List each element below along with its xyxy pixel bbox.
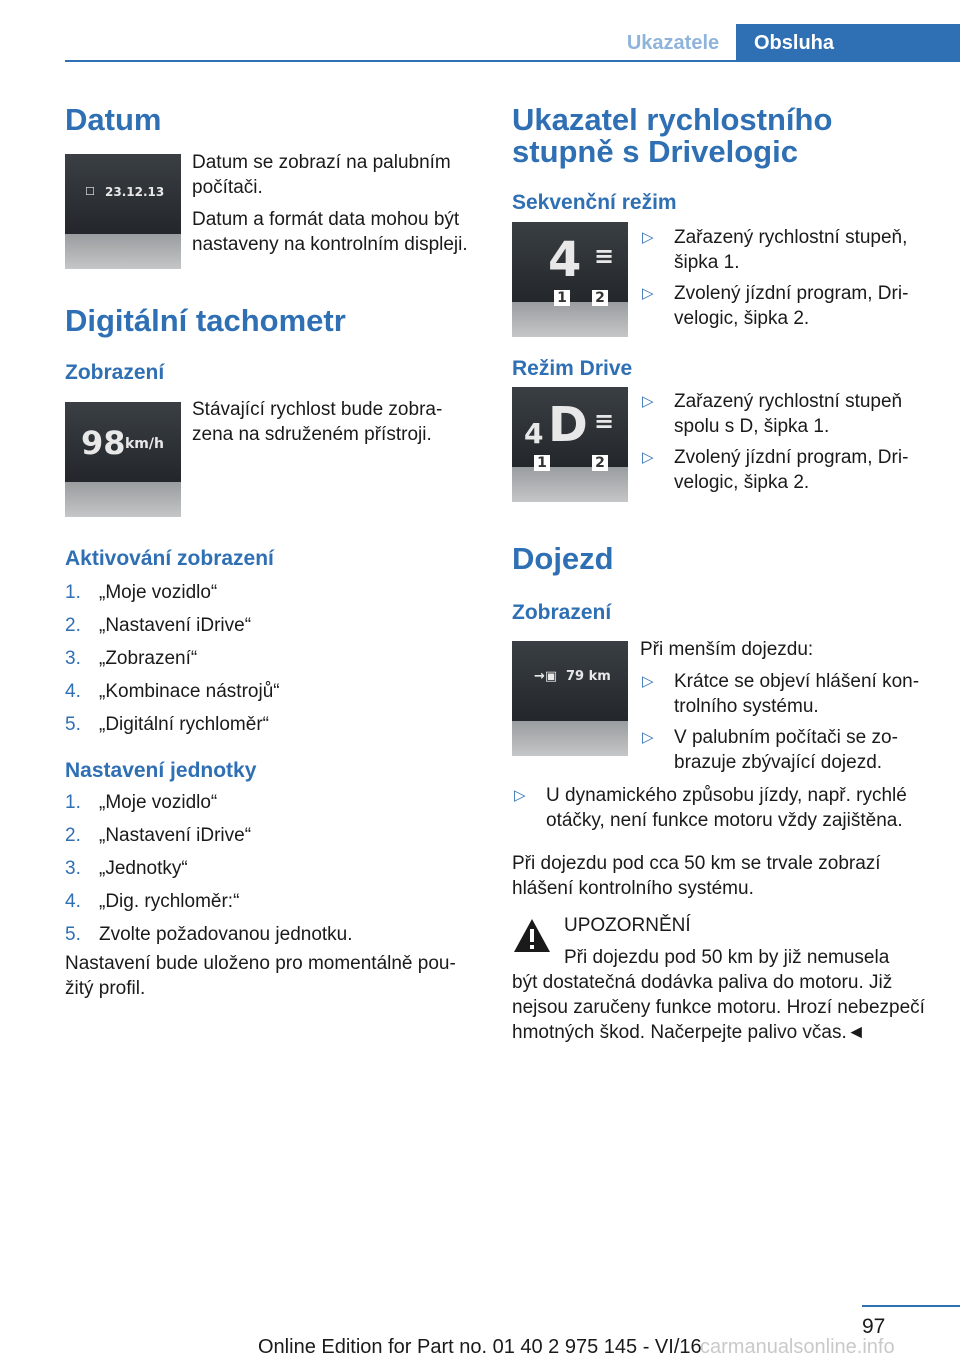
dojezd-intro: Při menším dojezdu:	[640, 639, 814, 660]
heading-dojezd-zobrazeni: Zobrazení	[512, 601, 612, 624]
list-item: 3. „Zobrazení“	[65, 648, 198, 669]
activate-list	[65, 580, 465, 745]
list-item: 2. „Nastavení iDrive“	[65, 615, 252, 636]
datum-p1: Datum se zobrazí na palubním počítači.	[192, 152, 451, 198]
list-item: 1. „Moje vozidlo“	[65, 582, 218, 603]
arrow-2-icon: 2	[592, 455, 608, 471]
calendar-icon: ☐	[85, 185, 95, 198]
footer-rule	[862, 1305, 960, 1307]
list-item: 5. Zvolte požadovanou jednotku.	[65, 924, 353, 945]
datum-text	[192, 150, 472, 264]
list-item: 3. „Jednotky“	[65, 858, 188, 879]
warning-title: UPOZORNĚNÍ	[564, 915, 691, 936]
range-display-image	[512, 641, 628, 756]
list-item: 2. „Nastavení iDrive“	[65, 825, 252, 846]
heading-dojezd: Dojezd	[512, 541, 614, 576]
speed-display-image	[65, 402, 181, 517]
drivelogic-icon: ≡	[594, 242, 615, 270]
tacho-p1: Stávající rychlost bude zobrazena na sdruženém přístroji.	[192, 399, 443, 445]
header-tab-obsluha[interactable]: Obsluha	[736, 24, 960, 62]
list-item: 1. „Moje vozidlo“	[65, 792, 218, 813]
list-item: ▷ Zvolený jízdní program, Drivelogic, šipka 2.	[642, 283, 909, 329]
seq-gear: 4	[548, 232, 582, 288]
sequential-display-image	[512, 222, 628, 337]
datum-p2: Datum a formát data mohou být nastaveny na kontrolním displeji.	[192, 209, 468, 255]
datum-screen-text: 23.12.13	[105, 185, 165, 199]
heading-rezim-drive: Režim Drive	[512, 357, 633, 380]
list-item: 4. „Kombinace nástrojů“	[65, 681, 280, 702]
warning-text-1: Při dojezdu pod 50 km by již nemusela	[564, 947, 890, 968]
heading-drivelogic: Ukazatel rychlostního stupně s Drivelogic	[512, 102, 833, 169]
heading-datum: Datum	[65, 102, 162, 137]
drivelogic-icon: ≡	[594, 407, 615, 435]
list-item: ▷ Zařazený rychlostní stupeň, šipka 1.	[642, 227, 908, 273]
drive-gear: 4	[524, 417, 544, 450]
arrow-1-icon: 1	[534, 455, 550, 471]
speed-screen-value: 98	[81, 424, 126, 462]
heading-tacho-zobrazeni: Zobrazení	[65, 361, 165, 384]
list-item: ▷ Zařazený rychlostní stupeň spolu s D, šipka 1.	[642, 391, 903, 437]
tacho-closing: Nastavení bude uloženo pro momentálně použitý profil.	[65, 953, 456, 999]
dojezd-para: Při dojezdu pod cca 50 km se trvale zobrazí hlášení kontrolního systému.	[512, 853, 881, 899]
footer-edition: Online Edition for Part no. 01 40 2 975 145 - VI/16	[258, 1336, 702, 1358]
speed-screen-unit: km/h	[125, 436, 164, 452]
drive-display-image	[512, 387, 628, 502]
seq-list	[640, 225, 935, 337]
header-rule	[65, 60, 960, 62]
list-item: 5. „Digitální rychloměr“	[65, 714, 269, 735]
list-item: ▷ Zvolený jízdní program, Drivelogic, šipka 2.	[642, 447, 909, 493]
list-item: ▷ V palubním počítači se zobrazuje zbývající dojezd.	[642, 727, 898, 773]
drive-mode: D	[548, 397, 588, 453]
heading-aktivovani: Aktivování zobrazení	[65, 547, 274, 570]
arrow-1-icon: 1	[554, 290, 570, 306]
warning-icon	[512, 916, 552, 956]
page-number: 97	[862, 1315, 886, 1338]
header-tab-ukazatele[interactable]: Ukazatele	[626, 32, 720, 54]
footer-watermark: carmanualsonline.info	[700, 1336, 895, 1358]
heading-sekvencni: Sekvenční režim	[512, 191, 677, 214]
datum-display-image	[65, 154, 181, 269]
heading-nastaveni-jednotky: Nastavení jednotky	[65, 759, 257, 782]
list-item: ▷ U dynamického způsobu jízdy, např. rychlé otáčky, není funkce motoru vždy zajištěna.	[514, 785, 907, 831]
fuel-pump-icon: →▣	[534, 669, 558, 684]
arrow-2-icon: 2	[592, 290, 608, 306]
drive-list	[640, 389, 935, 501]
range-screen-text: 79 km	[566, 669, 611, 684]
list-item: ▷ Krátce se objeví hlášení kontrolního systému.	[642, 671, 920, 717]
warning-text-2: být dostatečná dodávka paliva do motoru. Již nejsou zaručeny funkce motoru. Hrozí nebezpečí hmotných škod. Načerpejte palivo včas.◄	[512, 972, 925, 1043]
list-item: 4. „Dig. rychloměr:“	[65, 891, 240, 912]
heading-digitalni-tachometr: Digitální tachometr	[65, 303, 346, 338]
dojezd-outer-list	[512, 783, 942, 839]
unit-list	[65, 790, 465, 955]
dojezd-inner-list	[640, 669, 935, 781]
